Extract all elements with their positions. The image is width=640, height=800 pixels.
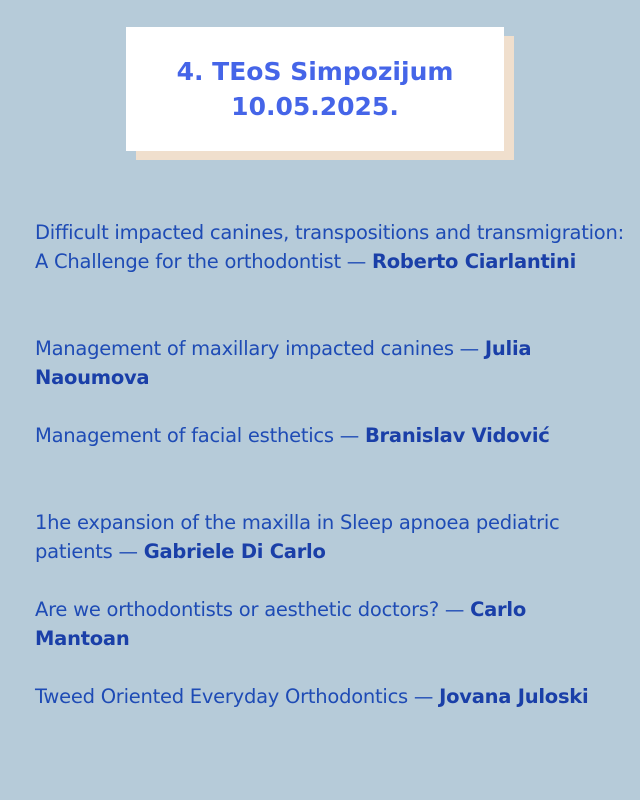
talk-topic: Difficult impacted canines, transpositions and transmigration: A Challenge for the orthodontist [35, 221, 624, 273]
talk-topic: Management of facial esthetics [35, 424, 334, 447]
header-card [126, 27, 504, 151]
talk-separator: — [340, 250, 373, 273]
talk-item [35, 334, 625, 392]
talk-topic: Are we orthodontists or aesthetic doctors? [35, 598, 439, 621]
talk-item [35, 682, 625, 740]
talk-separator: — [453, 337, 485, 360]
talk-item [35, 508, 625, 566]
talk-list [35, 218, 625, 769]
talk-item [35, 218, 625, 305]
talk-item [35, 421, 625, 479]
talk-speaker: Gabriele Di Carlo [143, 540, 326, 563]
talk-speaker: Roberto Ciarlantini [372, 250, 577, 273]
talk-separator: — [112, 540, 144, 563]
event-date: 10.05.2025. [231, 92, 399, 121]
talk-separator: — [407, 685, 440, 708]
talk-topic: 1he expansion of the maxilla in Sleep apnoea pediatric patients [35, 511, 560, 563]
event-title: 4. TEoS Simpozijum [176, 57, 454, 86]
talk-separator: — [333, 424, 365, 447]
talk-speaker: Carlo Mantoan [35, 598, 526, 650]
talk-separator: — [438, 598, 471, 621]
talk-topic: Tweed Oriented Everyday Orthodontics [35, 685, 408, 708]
talk-speaker: Jovana Juloski [439, 685, 589, 708]
talk-speaker: Julia Naoumova [35, 337, 532, 389]
talk-topic: Management of maxillary impacted canines [35, 337, 454, 360]
talk-item [35, 595, 625, 653]
talk-speaker: Branislav Vidović [364, 424, 550, 447]
